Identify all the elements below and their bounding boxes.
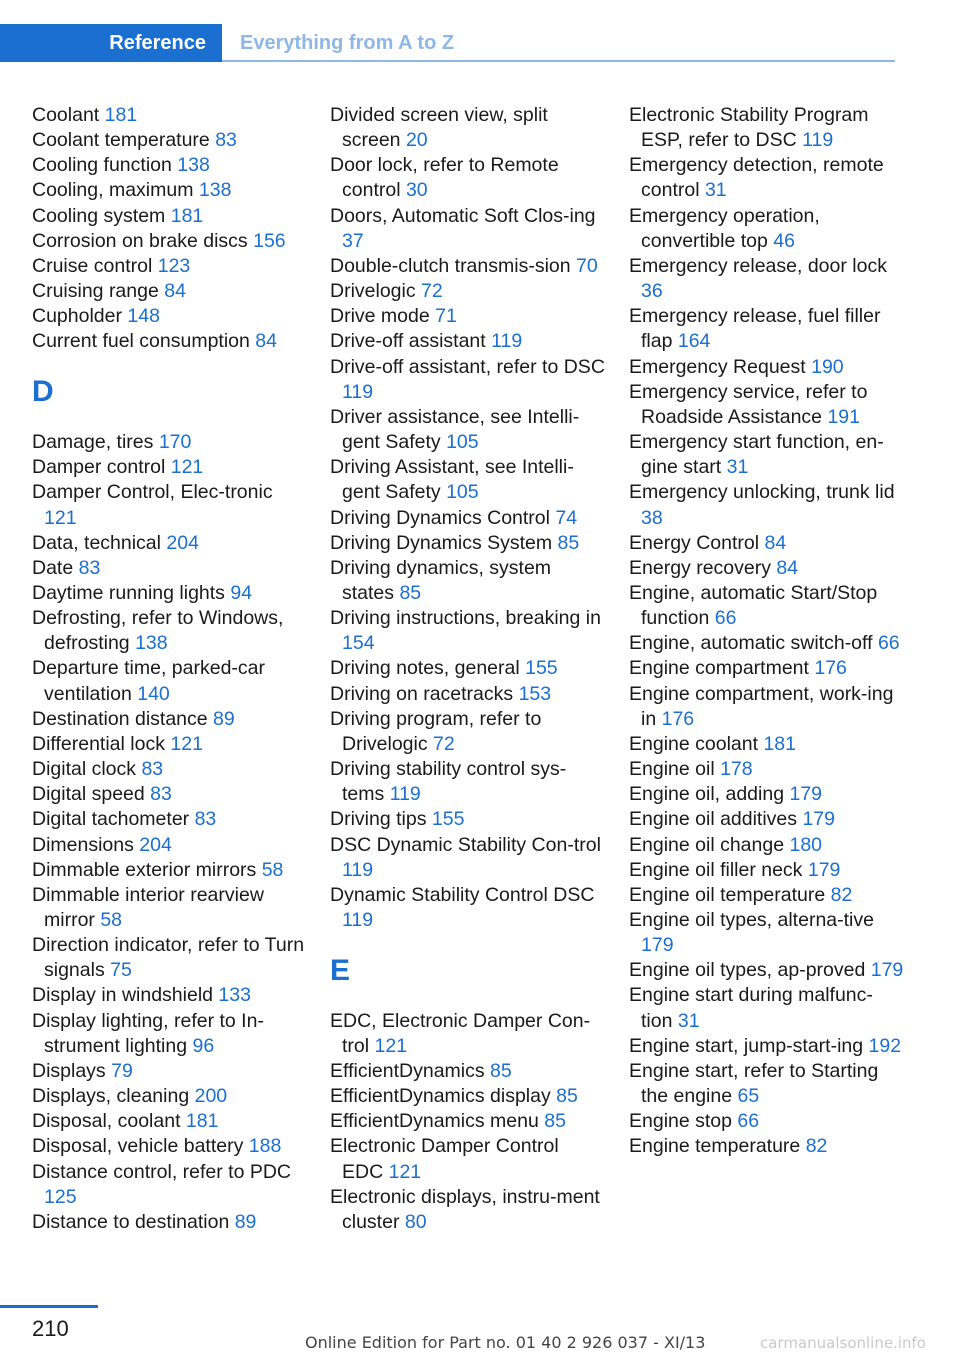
index-term: Digital tachometer <box>32 808 195 831</box>
index-term: Date <box>32 556 79 579</box>
index-term: Cupholder <box>32 305 128 328</box>
index-column-2 <box>330 103 605 1235</box>
index-term: Driving Dynamics System <box>330 531 558 554</box>
page-link[interactable]: 148 <box>127 305 160 328</box>
index-entry <box>32 329 307 354</box>
index-entry <box>330 1084 605 1109</box>
index-term: Engine oil types, alterna-tive <box>629 909 874 931</box>
index-column-3 <box>629 103 904 1160</box>
page-link[interactable]: 123 <box>157 254 191 277</box>
page-link[interactable]: 121 <box>170 732 203 755</box>
index-term: Engine temperature <box>629 1135 806 1158</box>
page-link[interactable]: 85 <box>544 1110 566 1133</box>
index-entry <box>330 656 605 681</box>
index-entry <box>330 204 605 254</box>
page-link[interactable]: 85 <box>557 531 580 554</box>
index-term: Data, technical <box>32 531 167 554</box>
index-entry <box>32 833 307 858</box>
index-entry <box>330 757 605 807</box>
index-entry <box>330 506 605 531</box>
page-link[interactable]: 179 <box>870 959 904 982</box>
index-term: Dimmable exterior mirrors <box>32 858 262 881</box>
page-link[interactable]: 179 <box>789 783 823 806</box>
page-link[interactable]: 119 <box>342 380 374 403</box>
index-term: Driving notes, general <box>330 657 526 680</box>
index-term: Disposal, vehicle battery <box>32 1135 249 1158</box>
index-term: Engine oil temperature <box>629 883 831 906</box>
section-tab: Reference <box>0 24 222 62</box>
index-entry <box>32 1109 307 1134</box>
index-entry <box>32 480 307 530</box>
index-term: Engine, automatic switch-off <box>629 632 878 655</box>
index-entry <box>32 858 307 883</box>
index-term: Double-clutch transmis-sion <box>330 254 577 277</box>
index-entry <box>32 254 307 279</box>
page-link[interactable]: 38 <box>641 506 663 529</box>
index-entry <box>32 455 307 480</box>
index-entry <box>629 380 904 430</box>
index-entry <box>629 1109 904 1134</box>
index-entry <box>330 355 605 405</box>
page-link[interactable]: 192 <box>868 1034 902 1057</box>
index-entry <box>629 656 904 681</box>
index-entry <box>32 983 307 1008</box>
index-term: Damper control <box>32 456 171 479</box>
index-term: Engine, automatic Start/Stop function <box>629 581 878 630</box>
index-entry <box>32 732 307 757</box>
header-divider <box>222 60 895 62</box>
watermark: carmanualsonline.info <box>760 1334 926 1352</box>
page-link[interactable]: 200 <box>194 1085 228 1108</box>
page-link[interactable]: 188 <box>248 1135 282 1158</box>
index-term: Emergency unlocking, trunk lid <box>629 481 895 504</box>
page-link[interactable]: 82 <box>805 1135 828 1158</box>
page-link[interactable]: 119 <box>389 783 421 806</box>
index-term: Coolant temperature <box>32 129 216 152</box>
index-entry <box>32 1160 307 1210</box>
page-link[interactable]: 204 <box>166 531 199 554</box>
page-link[interactable]: 179 <box>802 808 835 831</box>
index-entry <box>32 707 307 732</box>
page-link[interactable]: 156 <box>253 229 286 252</box>
index-entry <box>330 556 605 606</box>
page-link[interactable]: 179 <box>807 858 841 881</box>
page-link[interactable]: 20 <box>405 129 428 152</box>
page-link[interactable]: 66 <box>714 607 737 630</box>
index-entry <box>32 430 307 455</box>
index-entry <box>330 707 605 757</box>
index-letter-heading: E <box>330 953 351 987</box>
page-link[interactable]: 119 <box>342 909 374 931</box>
index-entry <box>32 1134 307 1159</box>
index-term: Drive-off assistant, refer to DSC <box>330 355 605 378</box>
page-link[interactable]: 181 <box>763 732 796 755</box>
index-term: Emergency release, fuel filler flap <box>629 305 881 353</box>
page-link[interactable]: 105 <box>446 481 479 504</box>
index-entry <box>330 531 605 556</box>
index-entry <box>32 128 307 153</box>
index-entry <box>32 782 307 807</box>
page-link[interactable]: 31 <box>677 1009 700 1032</box>
page-link[interactable]: 89 <box>234 1210 257 1233</box>
page-link[interactable]: 119 <box>802 129 834 152</box>
page-link[interactable]: 84 <box>776 556 799 579</box>
index-term: Driving instructions, breaking in <box>330 607 601 630</box>
page-link[interactable]: 79 <box>111 1059 133 1082</box>
index-term: Engine start, jump-start-ing <box>629 1034 869 1057</box>
page-link[interactable]: 125 <box>44 1185 77 1208</box>
index-term: Emergency detection, remote control <box>629 154 884 202</box>
index-term: Cooling function <box>32 154 178 177</box>
index-entry <box>629 1059 904 1109</box>
page-link[interactable]: 36 <box>641 280 663 303</box>
index-entry <box>629 581 904 631</box>
index-entry <box>32 229 307 254</box>
page-link[interactable]: 138 <box>198 179 232 202</box>
index-entry <box>629 858 904 883</box>
index-entry <box>629 531 904 556</box>
index-column-1 <box>32 103 307 1235</box>
index-term: Engine oil, adding <box>629 783 790 806</box>
index-entry <box>32 1059 307 1084</box>
page-link[interactable]: 138 <box>135 632 168 655</box>
page-link[interactable]: 65 <box>737 1085 760 1108</box>
index-term: Cruise control <box>32 254 158 277</box>
index-term: Emergency start function, en-gine start <box>629 431 884 479</box>
index-entry <box>629 757 904 782</box>
page-link[interactable]: 58 <box>261 858 284 881</box>
index-entry <box>629 556 904 581</box>
page-number: 210 <box>32 1316 69 1341</box>
index-term: Engine oil change <box>629 833 790 856</box>
index-term: Divided screen view, split screen <box>330 104 548 152</box>
index-term: Engine start, refer to Starting the engine <box>629 1059 879 1108</box>
index-term: Driving stability control sys-tems <box>330 758 567 806</box>
index-entry <box>330 329 605 354</box>
index-term: Driving Dynamics Control <box>330 506 556 529</box>
page-link[interactable]: 70 <box>576 254 598 277</box>
index-entry <box>330 1109 605 1134</box>
index-entry <box>32 279 307 304</box>
index-term: Cooling system <box>32 204 171 227</box>
page-link[interactable]: 164 <box>677 330 711 353</box>
edition-note: Online Edition for Part no. 01 40 2 926 037 - XI/13 <box>305 1333 706 1352</box>
index-entry <box>629 103 904 153</box>
page-link[interactable]: 179 <box>641 934 674 957</box>
index-term: Displays, cleaning <box>32 1085 195 1108</box>
index-entry <box>330 1134 605 1184</box>
index-term: Displays <box>32 1059 112 1082</box>
index-entry <box>32 204 307 229</box>
page-link[interactable]: 121 <box>388 1160 422 1183</box>
index-term: Drive-off assistant <box>330 330 492 353</box>
page-link[interactable]: 46 <box>773 229 795 252</box>
page-link[interactable]: 181 <box>185 1110 219 1133</box>
index-entry <box>629 983 904 1033</box>
index-term: Damper Control, Elec-tronic <box>32 481 273 504</box>
index-entry <box>629 304 904 354</box>
index-term: Engine oil filler neck <box>629 858 808 881</box>
page-link[interactable]: 85 <box>556 1085 578 1108</box>
index-term: Cruising range <box>32 280 165 303</box>
footer-accent-bar <box>0 1305 98 1308</box>
index-entry <box>330 807 605 832</box>
index-term: Driving dynamics, system states <box>330 556 552 604</box>
page-link[interactable]: 83 <box>78 556 101 579</box>
index-term: Display in windshield <box>32 984 219 1007</box>
page-link[interactable]: 176 <box>661 707 695 730</box>
index-entry <box>629 682 904 732</box>
page-link[interactable]: 204 <box>139 833 172 856</box>
index-term: Current fuel consumption <box>32 330 256 353</box>
index-term: Engine compartment, work-ing in <box>629 682 894 730</box>
page-link[interactable]: 190 <box>811 355 844 378</box>
index-term: DSC Dynamic Stability Con-trol <box>330 833 601 856</box>
index-entry <box>629 833 904 858</box>
index-term: Emergency service, refer to Roadside Assistance <box>629 380 868 428</box>
page-link[interactable]: 105 <box>446 431 479 454</box>
index-entry <box>629 908 904 958</box>
index-entry <box>629 958 904 983</box>
index-entry <box>32 531 307 556</box>
page-link[interactable]: 66 <box>877 632 900 655</box>
index-term: Door lock, refer to Remote control <box>330 154 559 202</box>
index-term: Electronic Damper Control EDC <box>330 1135 559 1183</box>
page-link[interactable]: 30 <box>405 179 428 202</box>
index-term: Drivelogic <box>330 280 422 303</box>
index-term: Emergency release, door lock <box>629 254 887 277</box>
page-link[interactable]: 180 <box>789 833 823 856</box>
index-term: Engine oil <box>629 758 721 781</box>
index-term: Electronic displays, instru-ment cluster <box>330 1185 600 1233</box>
page-link[interactable]: 83 <box>141 758 164 781</box>
index-term: Electronic Stability Program ESP, refer to DSC <box>629 104 869 152</box>
page-link[interactable]: 85 <box>399 581 422 604</box>
index-term: Driving Assistant, see Intelli-gent Safety <box>330 456 574 504</box>
page-link[interactable]: 58 <box>100 909 123 932</box>
index-entry <box>629 480 904 530</box>
index-term: EfficientDynamics <box>330 1059 491 1082</box>
subsection-title: Everything from A to Z <box>240 32 455 54</box>
index-entry <box>32 1084 307 1109</box>
index-term: Cooling, maximum <box>32 179 199 202</box>
index-term: Digital clock <box>32 758 142 781</box>
page-link[interactable]: 31 <box>704 179 727 202</box>
index-term: Engine compartment <box>629 657 815 680</box>
index-entry <box>330 606 605 656</box>
index-term: Energy Control <box>629 531 765 554</box>
index-entry <box>32 933 307 983</box>
page-link[interactable]: 133 <box>218 984 251 1007</box>
index-term: Defrosting, refer to Windows, defrosting <box>32 607 284 655</box>
page-link[interactable]: 72 <box>433 732 455 755</box>
index-entry <box>629 782 904 807</box>
index-entry <box>330 883 605 933</box>
index-term: Drive mode <box>330 305 436 328</box>
index-entry <box>330 103 605 153</box>
index-entry <box>32 103 307 128</box>
page-link[interactable]: 80 <box>404 1210 427 1233</box>
page-link[interactable]: 83 <box>194 808 217 831</box>
index-term: Destination distance <box>32 707 214 730</box>
page-link[interactable]: 119 <box>491 330 523 353</box>
index-term: Engine coolant <box>629 732 764 755</box>
index-entry <box>330 254 605 279</box>
index-entry <box>32 656 307 706</box>
page-header <box>0 24 895 62</box>
index-term: Engine stop <box>629 1110 738 1133</box>
page-link[interactable]: 170 <box>158 431 192 454</box>
page-link[interactable]: 181 <box>170 204 204 227</box>
page-link[interactable]: 37 <box>342 229 364 252</box>
index-term: Departure time, parked-car ventilation <box>32 657 266 705</box>
index-letter-heading: D <box>32 375 54 409</box>
index-entry <box>32 556 307 581</box>
index-term: Dimmable interior rearview mirror <box>32 883 264 932</box>
index-term: Coolant <box>32 104 105 126</box>
page-link[interactable]: 71 <box>435 305 457 328</box>
index-term: Disposal, coolant <box>32 1110 186 1133</box>
page-link[interactable]: 138 <box>177 154 210 177</box>
index-term: Energy recovery <box>629 556 777 579</box>
index-entry <box>330 682 605 707</box>
index-entry <box>32 1009 307 1059</box>
page-link[interactable]: 84 <box>164 280 186 303</box>
index-term: Digital speed <box>32 783 151 806</box>
index-entry <box>330 279 605 304</box>
index-entry <box>629 1134 904 1159</box>
index-entry <box>629 153 904 203</box>
page-link[interactable]: 75 <box>110 959 132 982</box>
index-entry <box>629 430 904 480</box>
index-entry <box>330 1059 605 1084</box>
page-link[interactable]: 84 <box>764 531 787 554</box>
index-entry <box>32 581 307 606</box>
index-term: Dimensions <box>32 833 140 856</box>
index-term: Driver assistance, see Intelli-gent Safety <box>330 405 580 454</box>
index-term: EfficientDynamics menu <box>330 1110 545 1133</box>
index-term: Dynamic Stability Control DSC <box>330 883 595 906</box>
index-entry <box>330 405 605 455</box>
index-entry <box>629 355 904 380</box>
index-entry <box>330 833 605 883</box>
index-entry <box>629 204 904 254</box>
page-link[interactable]: 74 <box>555 506 578 529</box>
page-link[interactable]: 96 <box>192 1034 215 1057</box>
index-entry <box>32 807 307 832</box>
index-term: Driving tips <box>330 808 432 831</box>
page-link[interactable]: 84 <box>255 330 277 353</box>
index-entry <box>629 254 904 304</box>
page-link[interactable]: 153 <box>518 682 552 705</box>
index-entry <box>32 153 307 178</box>
index-entry <box>32 883 307 933</box>
index-term: Engine start during malfunc-tion <box>629 984 873 1032</box>
page-link[interactable]: 140 <box>137 682 170 705</box>
index-entry <box>629 883 904 908</box>
index-term: Corrosion on brake discs <box>32 229 254 252</box>
page-link[interactable]: 121 <box>170 456 204 479</box>
page-link[interactable]: 82 <box>830 883 853 906</box>
page-link[interactable]: 181 <box>104 104 138 126</box>
page-link[interactable]: 85 <box>490 1059 512 1082</box>
index-term: Doors, Automatic Soft Clos-ing <box>330 204 596 227</box>
page-link[interactable]: 178 <box>720 758 753 781</box>
index-entry <box>629 807 904 832</box>
index-entry <box>32 178 307 203</box>
index-entry <box>330 1009 605 1059</box>
index-term: Emergency Request <box>629 355 812 378</box>
index-entry <box>32 304 307 329</box>
index-term: Driving program, refer to Drivelogic <box>330 707 542 755</box>
index-term: Driving on racetracks <box>330 682 519 705</box>
index-entry <box>629 1034 904 1059</box>
page-link[interactable]: 31 <box>726 456 749 479</box>
index-term: Daytime running lights <box>32 581 231 604</box>
index-entry <box>32 757 307 782</box>
index-term: Emergency operation, convertible top <box>629 204 820 252</box>
index-entry <box>330 153 605 203</box>
index-term: Direction indicator, refer to Turn signals <box>32 934 305 982</box>
index-term: Distance to destination <box>32 1210 235 1233</box>
page-link[interactable]: 121 <box>44 506 77 529</box>
page-link[interactable]: 154 <box>342 632 375 655</box>
index-entry <box>330 1185 605 1235</box>
index-term: EfficientDynamics display <box>330 1085 557 1108</box>
page-link[interactable]: 72 <box>421 280 443 303</box>
index-entry <box>629 631 904 656</box>
page-link[interactable]: 176 <box>814 657 847 680</box>
index-term: Display lighting, refer to In-strument lighting <box>32 1009 264 1057</box>
index-entry <box>32 1210 307 1235</box>
index-term: Distance control, refer to PDC <box>32 1160 292 1183</box>
page-link[interactable]: 94 <box>230 581 253 604</box>
page-link[interactable]: 83 <box>150 783 172 806</box>
page-link[interactable]: 66 <box>737 1110 760 1133</box>
page-link[interactable]: 89 <box>213 707 235 730</box>
index-entry <box>330 455 605 505</box>
page-link[interactable]: 155 <box>431 808 465 831</box>
index-entry <box>32 606 307 656</box>
index-term: Differential lock <box>32 732 171 755</box>
index-entry <box>330 304 605 329</box>
page-link[interactable]: 121 <box>374 1034 408 1057</box>
page-link[interactable]: 191 <box>827 405 860 428</box>
page-link[interactable]: 83 <box>215 129 237 152</box>
page-link[interactable]: 119 <box>342 858 374 881</box>
index-term: Engine oil types, ap-proved <box>629 959 871 982</box>
page-link[interactable]: 155 <box>525 657 558 680</box>
index-entry <box>629 732 904 757</box>
index-term: EDC, Electronic Damper Con-trol <box>330 1009 591 1057</box>
index-term: Damage, tires <box>32 431 159 454</box>
index-term: Engine oil additives <box>629 808 803 831</box>
